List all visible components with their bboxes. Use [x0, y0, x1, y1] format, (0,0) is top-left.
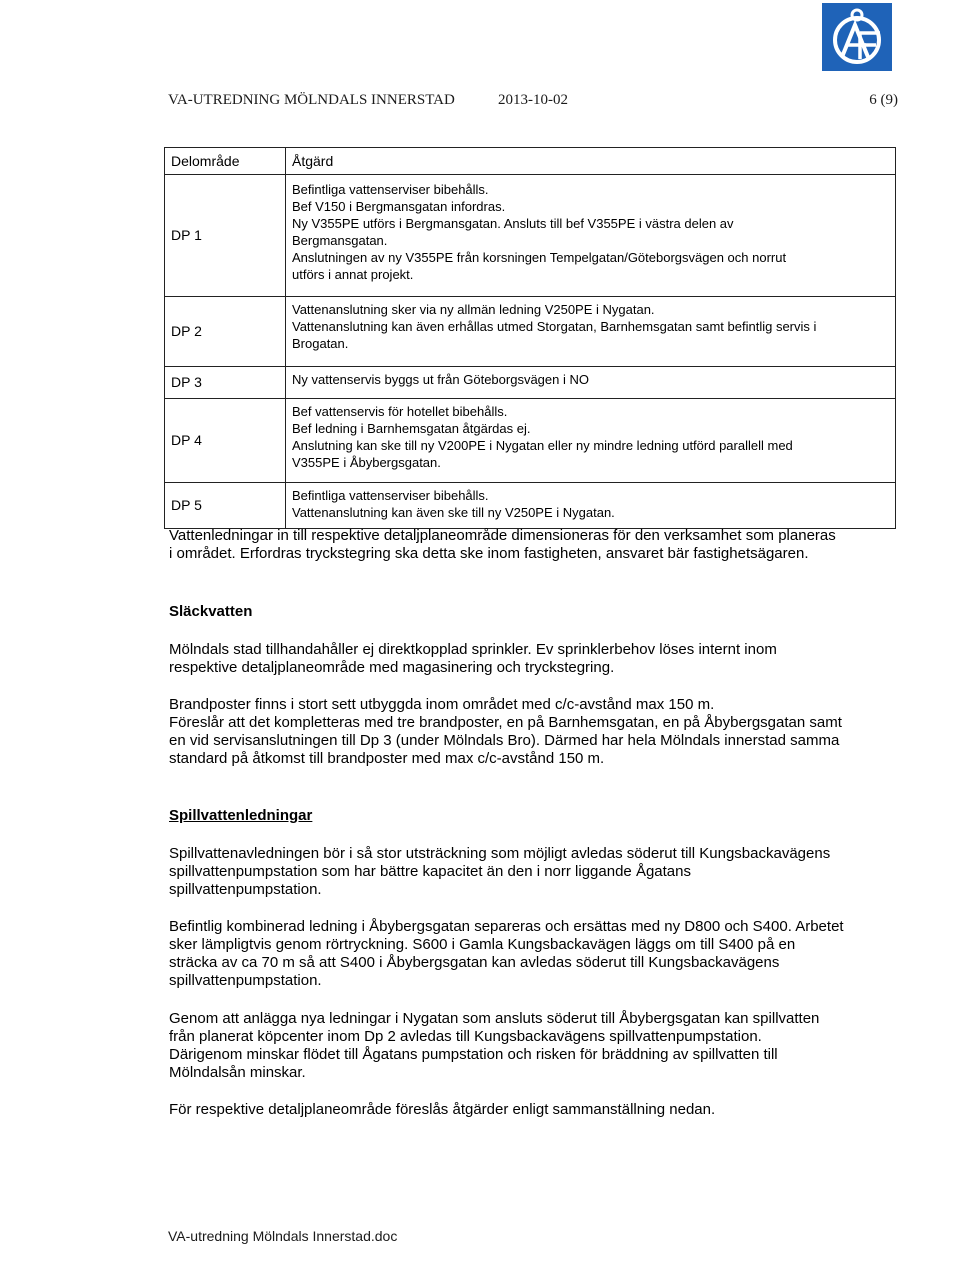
- paragraph-line: Mölndals stad tillhandahåller ej direktkopplad sprinkler. Ev sprinklerbehov löses internt inom: [169, 641, 777, 658]
- paragraph-summary: [169, 1101, 894, 1119]
- paragraph-line: Befintlig kombinerad ledning i Åbybergsgatan separeras och ersättas med ny D800 och S400. Arbetet: [169, 918, 844, 935]
- table-row: [165, 399, 896, 483]
- action-cell: [286, 399, 896, 483]
- document-date: 2013-10-02: [498, 92, 568, 108]
- area-cell: DP 5: [165, 483, 286, 529]
- action-cell: [286, 483, 896, 529]
- paragraph-line: standard på åtkomst till brandposter med max c/c-avstånd 150 m.: [169, 750, 605, 767]
- table-row: [165, 367, 896, 399]
- paragraph-line: spillvattenpumpstation.: [169, 881, 322, 898]
- action-line: Befintliga vattenserviser bibehålls.: [292, 182, 489, 197]
- paragraph-line: Mölndalsån minskar.: [169, 1064, 306, 1081]
- paragraph-dimensioning: [169, 527, 894, 563]
- af-logo: [822, 3, 892, 71]
- paragraph-line: Brandposter finns i stort sett utbyggda inom området med c/c-avstånd max 150 m.: [169, 696, 715, 713]
- paragraph-line: sträcka av ca 70 m så att S400 i Åbybergsgatan kan avledas söderut till Kungsbackavägens: [169, 954, 780, 971]
- paragraph-line: Genom att anlägga nya ledningar i Nygatan som ansluts söderut till Åbybergsgatan kan spillvatten: [169, 1010, 820, 1027]
- paragraph-line: spillvattenpumpstation som har bättre kapacitet än den i norr liggande Ågatans: [169, 863, 691, 880]
- area-cell: DP 4: [165, 399, 286, 483]
- paragraph-line: respektive detaljplaneområde med magasinering och tryckstegring.: [169, 659, 615, 676]
- action-line: Vattenanslutning kan även erhållas utmed Storgatan, Barnhemsgatan samt befintlig servis i: [292, 319, 817, 334]
- paragraph-spillvatten-avledning: [169, 845, 894, 899]
- document-title: VA-UTREDNING MÖLNDALS INNERSTAD: [168, 92, 455, 108]
- table-row: [165, 297, 896, 367]
- heading-slackvatten: Släckvatten: [169, 603, 253, 620]
- action-line: Vattenanslutning kan även ske till ny V250PE i Nygatan.: [292, 505, 615, 520]
- paragraph-brandposter: [169, 696, 894, 768]
- action-line: V355PE i Åbybergsgatan.: [292, 455, 441, 470]
- paragraph-line: en vid servisanslutningen till Dp 3 (under Mölndals Bro). Därmed har hela Mölndals innerstad samma: [169, 732, 840, 749]
- paragraph-line: spillvattenpumpstation.: [169, 972, 322, 989]
- af-logo-icon: [822, 3, 892, 71]
- page-number: 6 (9): [869, 92, 898, 108]
- paragraph-line: Spillvattenavledningen bör i så stor utsträckning som möjligt avledas söderut till Kungsbackavägens: [169, 845, 831, 862]
- table-row: [165, 483, 896, 529]
- action-line: Bef vattenservis för hotellet bibehålls.: [292, 404, 508, 419]
- area-cell: DP 3: [165, 367, 286, 399]
- column-header-area: Delområde: [165, 148, 286, 175]
- table-header-row: [165, 148, 896, 175]
- paragraph-line: i området. Erfordras tryckstegring ska detta ske inom fastigheten, ansvaret bär fastighetsägaren.: [169, 545, 809, 562]
- paragraph-sprinkler: [169, 641, 894, 677]
- paragraph-line: För respektive detaljplaneområde föreslås åtgärder enligt sammanställning nedan.: [169, 1101, 716, 1118]
- paragraph-nygatan: [169, 1010, 894, 1082]
- action-line: Ny vattenservis byggs ut från Göteborgsvägen i NO: [292, 372, 589, 387]
- action-line: Bef V150 i Bergmansgatan infordras.: [292, 199, 506, 214]
- paragraph-line: sker lämpligtvis genom rörtryckning. S600 i Gamla Kungsbackavägen läggs om till S400 på en: [169, 936, 796, 953]
- action-cell: [286, 297, 896, 367]
- action-line: Brogatan.: [292, 336, 349, 351]
- action-line: Ny V355PE utförs i Bergmansgatan. Ansluts till bef V355PE i västra delen av: [292, 216, 734, 231]
- action-cell: [286, 175, 896, 297]
- action-line: Anslutningen av ny V355PE från korsningen Tempelgatan/Göteborgsvägen och norrut: [292, 250, 787, 265]
- paragraph-line: Föreslår att det kompletteras med tre brandposter, en på Barnhemsgatan, en på Åbybergsgatan samt: [169, 714, 842, 731]
- table-row: [165, 175, 896, 297]
- action-line: Bef ledning i Barnhemsgatan åtgärdas ej.: [292, 421, 531, 436]
- paragraph-kombinerad-ledning: [169, 918, 894, 990]
- action-line: Vattenanslutning sker via ny allmän ledning V250PE i Nygatan.: [292, 302, 655, 317]
- action-line: Befintliga vattenserviser bibehålls.: [292, 488, 489, 503]
- column-header-action: Åtgärd: [286, 148, 896, 175]
- action-line: utförs i annat projekt.: [292, 267, 414, 282]
- paragraph-line: Vattenledningar in till respektive detaljplaneområde dimensioneras för den verksamhet som planeras: [169, 527, 836, 544]
- page-header: [168, 92, 898, 112]
- measures-table: [164, 147, 896, 529]
- area-cell: DP 2: [165, 297, 286, 367]
- paragraph-line: Därigenom minskar flödet till Ågatans pumpstation och risken för bräddning av spillvatten till: [169, 1046, 778, 1063]
- action-line: Bergmansgatan.: [292, 233, 388, 248]
- heading-spillvattenledningar: Spillvattenledningar: [169, 807, 313, 824]
- footer-filename: VA-utredning Mölndals Innerstad.doc: [168, 1228, 398, 1244]
- action-cell: [286, 367, 896, 399]
- action-line: Anslutning kan ske till ny V200PE i Nygatan eller ny mindre ledning utförd parallell med: [292, 438, 793, 453]
- paragraph-line: från planerat köpcenter inom Dp 2 avledas till Kungsbackavägens spillvattenpumpstation.: [169, 1028, 762, 1045]
- area-cell: DP 1: [165, 175, 286, 297]
